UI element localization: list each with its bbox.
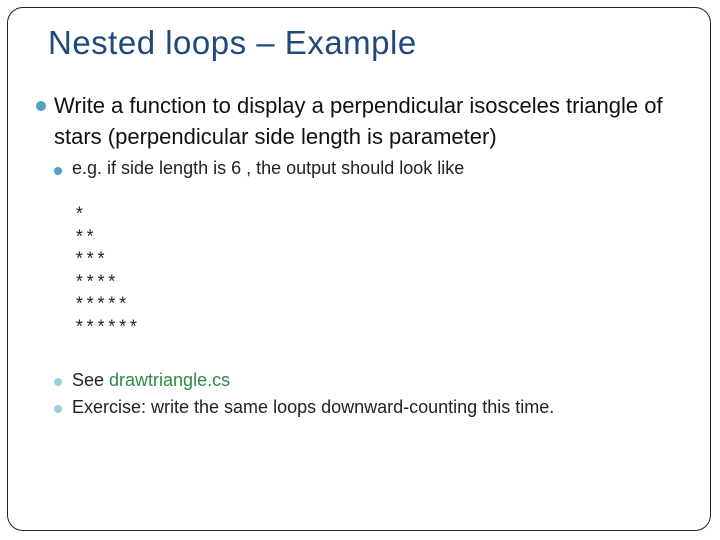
bullet-dot-icon [36,101,46,111]
see-bullet [72,370,230,391]
star-row: **** [74,273,118,294]
bullet-dot-icon [54,167,62,175]
exercise-bullet-text: Exercise: write the same loops downward-counting this time. [72,397,555,417]
bullet-dot-icon [54,378,62,386]
star-row: *** [74,251,107,271]
star-row: ** [74,228,96,249]
main-bullet-text: Write a function to display a perpendicular isosceles triangle of stars (perpendicular side length is parameter) [54,93,663,149]
star-row: ****** [74,318,139,339]
slide-title: Nested loops – Example [48,24,417,61]
example-bullet-text: e.g. if side length is 6 , the output should look like [72,158,465,178]
see-prefix: See [72,370,110,390]
drawtriangle-link[interactable]: drawtriangle.cs [109,370,231,390]
bullet-dot-icon [54,405,62,413]
star-row: * [74,206,85,226]
star-row: ***** [74,296,129,316]
star-triangle-output [74,205,139,340]
